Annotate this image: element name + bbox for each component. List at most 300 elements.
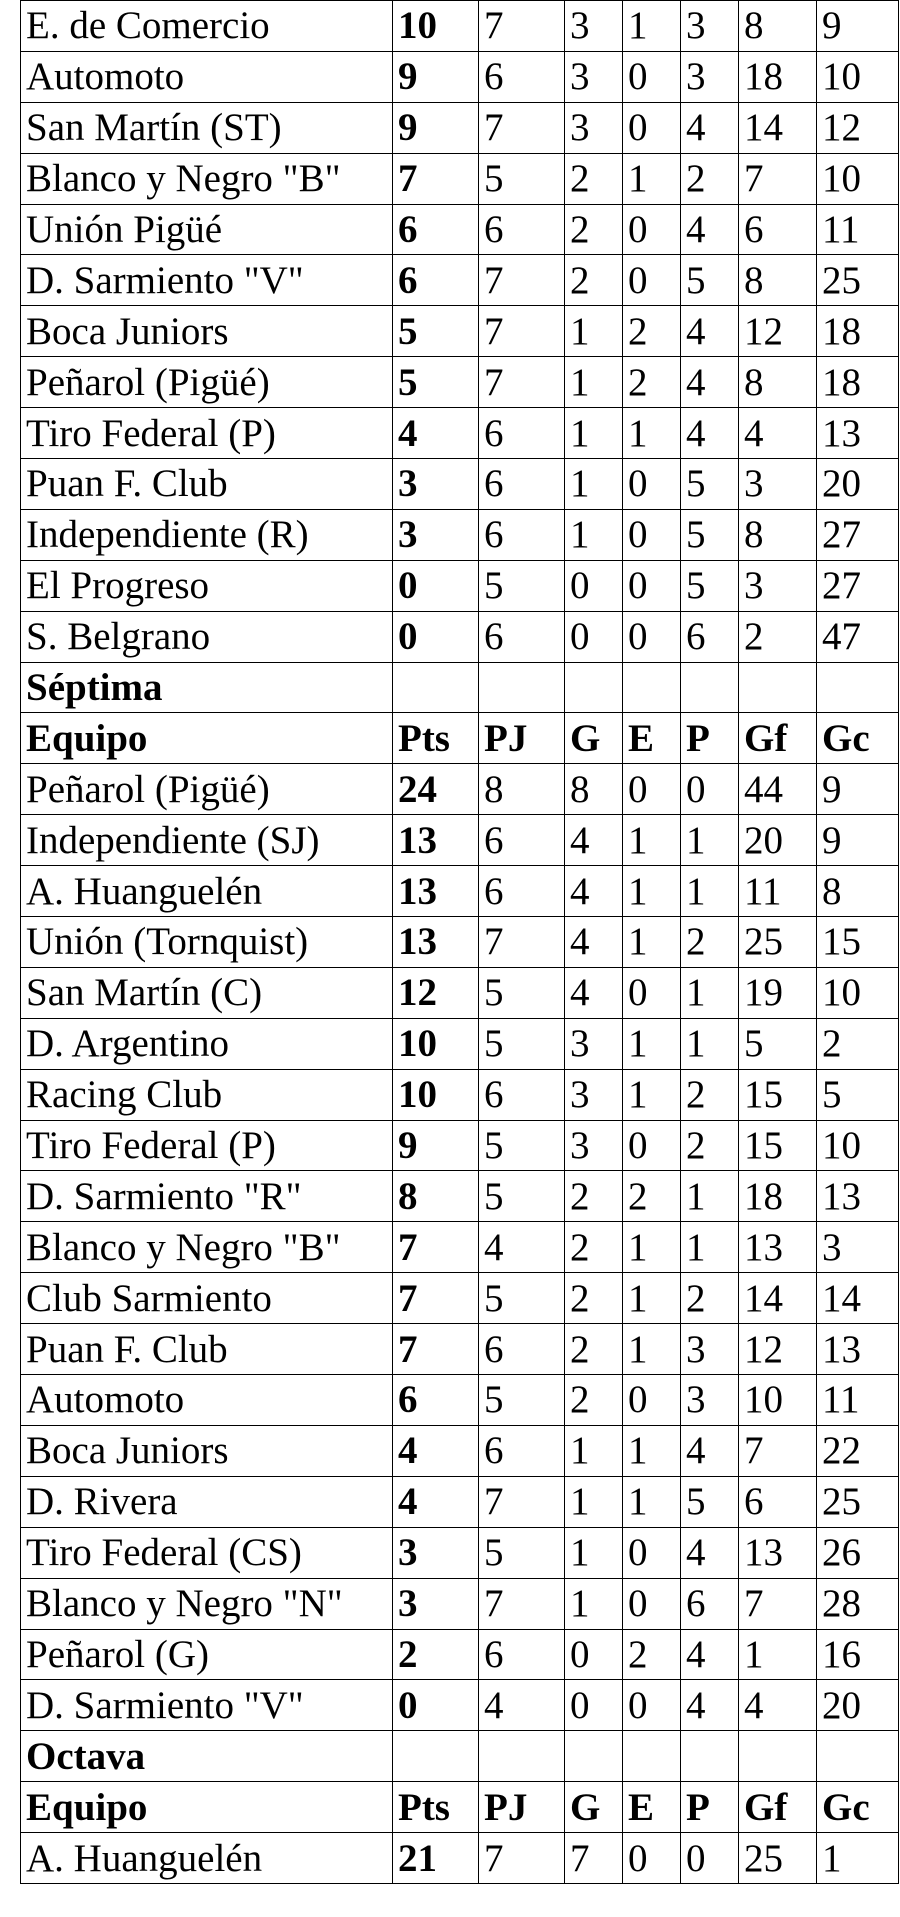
gf-cell: 14 <box>739 102 817 153</box>
e-cell: 0 <box>623 1680 681 1731</box>
e-cell: 0 <box>623 560 681 611</box>
team-cell: D. Sarmiento "R" <box>21 1171 393 1222</box>
column-header-gc: Gc <box>817 1782 899 1833</box>
p-cell: 4 <box>681 306 739 357</box>
g-cell: 3 <box>565 51 623 102</box>
gf-cell: 4 <box>739 408 817 459</box>
table-row <box>21 306 899 357</box>
pj-cell: 7 <box>479 255 565 306</box>
gf-cell: 8 <box>739 509 817 560</box>
e-cell: 2 <box>623 1629 681 1680</box>
gc-cell: 27 <box>817 560 899 611</box>
gf-cell: 13 <box>739 1527 817 1578</box>
table-row <box>21 1324 899 1375</box>
pts-cell: 10 <box>393 1018 479 1069</box>
gf-cell: 14 <box>739 1273 817 1324</box>
table-row <box>21 408 899 459</box>
team-cell: Boca Juniors <box>21 1425 393 1476</box>
gc-cell: 26 <box>817 1527 899 1578</box>
e-cell: 1 <box>623 1476 681 1527</box>
pts-cell: 7 <box>393 1273 479 1324</box>
g-cell: 7 <box>565 1833 623 1884</box>
e-cell: 0 <box>623 1578 681 1629</box>
column-header-pts: Pts <box>393 713 479 764</box>
pts-cell: 3 <box>393 509 479 560</box>
gf-cell: 8 <box>739 1 817 52</box>
e-cell: 0 <box>623 102 681 153</box>
gc-cell: 10 <box>817 967 899 1018</box>
p-cell: 0 <box>681 1833 739 1884</box>
team-cell: Peñarol (Pigüé) <box>21 764 393 815</box>
pj-cell: 6 <box>479 815 565 866</box>
team-cell: Boca Juniors <box>21 306 393 357</box>
p-cell: 1 <box>681 815 739 866</box>
pts-cell: 4 <box>393 1476 479 1527</box>
pj-cell: 6 <box>479 459 565 510</box>
g-cell: 3 <box>565 1120 623 1171</box>
table-row <box>21 967 899 1018</box>
gc-cell: 25 <box>817 255 899 306</box>
g-cell: 1 <box>565 1476 623 1527</box>
gf-cell: 8 <box>739 357 817 408</box>
gf-cell: 6 <box>739 1476 817 1527</box>
pts-cell: 13 <box>393 866 479 917</box>
column-header-g: G <box>565 713 623 764</box>
pts-cell: 8 <box>393 1171 479 1222</box>
team-cell: D. Argentino <box>21 1018 393 1069</box>
gc-cell: 15 <box>817 917 899 968</box>
team-cell: El Progreso <box>21 560 393 611</box>
table-row <box>21 1476 899 1527</box>
e-cell: 0 <box>623 204 681 255</box>
table-row <box>21 1833 899 1884</box>
table-row <box>21 815 899 866</box>
gc-cell: 9 <box>817 764 899 815</box>
gf-cell: 20 <box>739 815 817 866</box>
table-row <box>21 560 899 611</box>
table-row <box>21 51 899 102</box>
team-cell: S. Belgrano <box>21 611 393 662</box>
team-cell: San Martín (C) <box>21 967 393 1018</box>
pj-cell: 5 <box>479 967 565 1018</box>
p-cell: 4 <box>681 1629 739 1680</box>
team-cell: Blanco y Negro "B" <box>21 153 393 204</box>
g-cell: 0 <box>565 1629 623 1680</box>
p-cell: 3 <box>681 51 739 102</box>
pj-cell: 5 <box>479 1018 565 1069</box>
p-cell: 1 <box>681 1018 739 1069</box>
e-cell: 1 <box>623 408 681 459</box>
table-row <box>21 1375 899 1426</box>
pj-cell: 6 <box>479 408 565 459</box>
p-cell: 3 <box>681 1 739 52</box>
pts-cell: 0 <box>393 1680 479 1731</box>
team-cell: Club Sarmiento <box>21 1273 393 1324</box>
gf-cell: 12 <box>739 1324 817 1375</box>
table-row <box>21 459 899 510</box>
pts-cell: 13 <box>393 815 479 866</box>
pts-cell: 3 <box>393 1578 479 1629</box>
gc-cell: 47 <box>817 611 899 662</box>
pj-cell: 6 <box>479 866 565 917</box>
gf-cell: 2 <box>739 611 817 662</box>
pts-cell: 6 <box>393 204 479 255</box>
pj-cell: 7 <box>479 357 565 408</box>
gc-cell: 16 <box>817 1629 899 1680</box>
e-cell: 1 <box>623 1273 681 1324</box>
empty-cell <box>739 1731 817 1782</box>
e-cell: 0 <box>623 1375 681 1426</box>
g-cell: 0 <box>565 611 623 662</box>
table-row <box>21 255 899 306</box>
g-cell: 0 <box>565 1680 623 1731</box>
empty-cell <box>393 662 479 713</box>
pts-cell: 3 <box>393 1527 479 1578</box>
e-cell: 2 <box>623 306 681 357</box>
pts-cell: 9 <box>393 1120 479 1171</box>
gc-cell: 20 <box>817 1680 899 1731</box>
pj-cell: 8 <box>479 764 565 815</box>
e-cell: 0 <box>623 967 681 1018</box>
pts-cell: 9 <box>393 102 479 153</box>
p-cell: 2 <box>681 1120 739 1171</box>
gc-cell: 10 <box>817 51 899 102</box>
pts-cell: 4 <box>393 408 479 459</box>
column-header-e: E <box>623 1782 681 1833</box>
empty-cell <box>817 662 899 713</box>
p-cell: 2 <box>681 1069 739 1120</box>
gc-cell: 13 <box>817 1171 899 1222</box>
table-row <box>21 1 899 52</box>
pts-cell: 10 <box>393 1 479 52</box>
gf-cell: 13 <box>739 1222 817 1273</box>
team-cell: D. Sarmiento "V" <box>21 1680 393 1731</box>
pj-cell: 7 <box>479 1476 565 1527</box>
team-cell: A. Huanguelén <box>21 866 393 917</box>
gc-cell: 1 <box>817 1833 899 1884</box>
e-cell: 0 <box>623 764 681 815</box>
gc-cell: 13 <box>817 1324 899 1375</box>
p-cell: 2 <box>681 917 739 968</box>
p-cell: 1 <box>681 967 739 1018</box>
p-cell: 6 <box>681 611 739 662</box>
gc-cell: 11 <box>817 1375 899 1426</box>
pts-cell: 2 <box>393 1629 479 1680</box>
pts-cell: 7 <box>393 1222 479 1273</box>
e-cell: 1 <box>623 1 681 52</box>
p-cell: 5 <box>681 1476 739 1527</box>
e-cell: 1 <box>623 1324 681 1375</box>
g-cell: 2 <box>565 204 623 255</box>
p-cell: 4 <box>681 1680 739 1731</box>
g-cell: 1 <box>565 1425 623 1476</box>
standings-table <box>20 0 899 1884</box>
team-cell: Independiente (SJ) <box>21 815 393 866</box>
table-row <box>21 611 899 662</box>
p-cell: 4 <box>681 357 739 408</box>
team-cell: E. de Comercio <box>21 1 393 52</box>
g-cell: 1 <box>565 1527 623 1578</box>
table-row <box>21 1222 899 1273</box>
empty-cell <box>479 662 565 713</box>
team-cell: Tiro Federal (CS) <box>21 1527 393 1578</box>
p-cell: 6 <box>681 1578 739 1629</box>
gf-cell: 25 <box>739 1833 817 1884</box>
gc-cell: 8 <box>817 866 899 917</box>
pts-cell: 6 <box>393 1375 479 1426</box>
g-cell: 2 <box>565 1171 623 1222</box>
e-cell: 1 <box>623 1069 681 1120</box>
pj-cell: 6 <box>479 1425 565 1476</box>
g-cell: 4 <box>565 866 623 917</box>
gf-cell: 1 <box>739 1629 817 1680</box>
section-title-row <box>21 1731 899 1782</box>
pts-cell: 9 <box>393 51 479 102</box>
pj-cell: 6 <box>479 204 565 255</box>
p-cell: 4 <box>681 408 739 459</box>
team-cell: Independiente (R) <box>21 509 393 560</box>
p-cell: 1 <box>681 1222 739 1273</box>
column-header-g: G <box>565 1782 623 1833</box>
team-cell: A. Huanguelén <box>21 1833 393 1884</box>
g-cell: 1 <box>565 509 623 560</box>
e-cell: 0 <box>623 51 681 102</box>
gf-cell: 7 <box>739 1425 817 1476</box>
team-cell: San Martín (ST) <box>21 102 393 153</box>
column-header-p: P <box>681 713 739 764</box>
e-cell: 0 <box>623 1120 681 1171</box>
pts-cell: 21 <box>393 1833 479 1884</box>
column-header-row <box>21 1782 899 1833</box>
pj-cell: 7 <box>479 1833 565 1884</box>
column-header-gf: Gf <box>739 713 817 764</box>
pts-cell: 10 <box>393 1069 479 1120</box>
gf-cell: 7 <box>739 153 817 204</box>
pj-cell: 5 <box>479 1120 565 1171</box>
gc-cell: 14 <box>817 1273 899 1324</box>
pj-cell: 6 <box>479 611 565 662</box>
pts-cell: 13 <box>393 917 479 968</box>
gc-cell: 27 <box>817 509 899 560</box>
gf-cell: 3 <box>739 459 817 510</box>
pts-cell: 3 <box>393 459 479 510</box>
g-cell: 2 <box>565 1273 623 1324</box>
team-cell: Unión Pigüé <box>21 204 393 255</box>
table-row <box>21 1425 899 1476</box>
table-row <box>21 764 899 815</box>
pts-cell: 12 <box>393 967 479 1018</box>
gc-cell: 12 <box>817 102 899 153</box>
empty-cell <box>739 662 817 713</box>
table-row <box>21 1069 899 1120</box>
pts-cell: 6 <box>393 255 479 306</box>
gc-cell: 10 <box>817 1120 899 1171</box>
gf-cell: 18 <box>739 51 817 102</box>
team-cell: Unión (Tornquist) <box>21 917 393 968</box>
pj-cell: 7 <box>479 917 565 968</box>
gf-cell: 5 <box>739 1018 817 1069</box>
p-cell: 5 <box>681 509 739 560</box>
g-cell: 1 <box>565 1578 623 1629</box>
g-cell: 2 <box>565 153 623 204</box>
p-cell: 3 <box>681 1375 739 1426</box>
e-cell: 0 <box>623 1833 681 1884</box>
gc-cell: 10 <box>817 153 899 204</box>
g-cell: 1 <box>565 459 623 510</box>
table-row <box>21 357 899 408</box>
section-title-row <box>21 662 899 713</box>
gc-cell: 2 <box>817 1018 899 1069</box>
column-header-p: P <box>681 1782 739 1833</box>
e-cell: 0 <box>623 459 681 510</box>
empty-cell <box>681 1731 739 1782</box>
column-header-e: E <box>623 713 681 764</box>
g-cell: 2 <box>565 1324 623 1375</box>
gc-cell: 13 <box>817 408 899 459</box>
e-cell: 2 <box>623 1171 681 1222</box>
gf-cell: 44 <box>739 764 817 815</box>
gf-cell: 11 <box>739 866 817 917</box>
column-header-row <box>21 713 899 764</box>
g-cell: 2 <box>565 1375 623 1426</box>
team-cell: Automoto <box>21 1375 393 1426</box>
gc-cell: 9 <box>817 1 899 52</box>
pts-cell: 0 <box>393 611 479 662</box>
g-cell: 1 <box>565 408 623 459</box>
table-row <box>21 917 899 968</box>
pj-cell: 4 <box>479 1222 565 1273</box>
gc-cell: 18 <box>817 306 899 357</box>
p-cell: 0 <box>681 764 739 815</box>
team-cell: Peñarol (Pigüé) <box>21 357 393 408</box>
gf-cell: 8 <box>739 255 817 306</box>
pj-cell: 6 <box>479 509 565 560</box>
gc-cell: 11 <box>817 204 899 255</box>
g-cell: 1 <box>565 357 623 408</box>
team-cell: Puan F. Club <box>21 459 393 510</box>
gc-cell: 20 <box>817 459 899 510</box>
gf-cell: 19 <box>739 967 817 1018</box>
p-cell: 4 <box>681 102 739 153</box>
p-cell: 3 <box>681 1324 739 1375</box>
table-row <box>21 1171 899 1222</box>
g-cell: 4 <box>565 815 623 866</box>
e-cell: 0 <box>623 255 681 306</box>
p-cell: 1 <box>681 866 739 917</box>
e-cell: 1 <box>623 815 681 866</box>
table-row <box>21 1527 899 1578</box>
pj-cell: 6 <box>479 51 565 102</box>
gf-cell: 18 <box>739 1171 817 1222</box>
empty-cell <box>565 662 623 713</box>
empty-cell <box>681 662 739 713</box>
gc-cell: 28 <box>817 1578 899 1629</box>
gf-cell: 15 <box>739 1120 817 1171</box>
g-cell: 2 <box>565 255 623 306</box>
pts-cell: 7 <box>393 153 479 204</box>
e-cell: 1 <box>623 866 681 917</box>
pj-cell: 4 <box>479 1680 565 1731</box>
g-cell: 8 <box>565 764 623 815</box>
p-cell: 2 <box>681 153 739 204</box>
gf-cell: 4 <box>739 1680 817 1731</box>
table-row <box>21 1680 899 1731</box>
table-row <box>21 1629 899 1680</box>
e-cell: 0 <box>623 1527 681 1578</box>
column-header-pj: PJ <box>479 713 565 764</box>
team-cell: D. Rivera <box>21 1476 393 1527</box>
gc-cell: 5 <box>817 1069 899 1120</box>
empty-cell <box>393 1731 479 1782</box>
team-cell: Racing Club <box>21 1069 393 1120</box>
gc-cell: 3 <box>817 1222 899 1273</box>
gf-cell: 12 <box>739 306 817 357</box>
pj-cell: 5 <box>479 1375 565 1426</box>
team-cell: Blanco y Negro "B" <box>21 1222 393 1273</box>
table-row <box>21 1018 899 1069</box>
empty-cell <box>479 1731 565 1782</box>
e-cell: 1 <box>623 1018 681 1069</box>
gf-cell: 7 <box>739 1578 817 1629</box>
column-header-pj: PJ <box>479 1782 565 1833</box>
gf-cell: 15 <box>739 1069 817 1120</box>
pts-cell: 0 <box>393 560 479 611</box>
pts-cell: 5 <box>393 306 479 357</box>
column-header-gf: Gf <box>739 1782 817 1833</box>
g-cell: 2 <box>565 1222 623 1273</box>
pj-cell: 7 <box>479 1 565 52</box>
pj-cell: 6 <box>479 1069 565 1120</box>
g-cell: 4 <box>565 917 623 968</box>
p-cell: 2 <box>681 1273 739 1324</box>
pts-cell: 4 <box>393 1425 479 1476</box>
e-cell: 2 <box>623 357 681 408</box>
g-cell: 3 <box>565 1018 623 1069</box>
team-cell: Tiro Federal (P) <box>21 1120 393 1171</box>
g-cell: 3 <box>565 1 623 52</box>
pj-cell: 5 <box>479 560 565 611</box>
gc-cell: 25 <box>817 1476 899 1527</box>
team-cell: Tiro Federal (P) <box>21 408 393 459</box>
pj-cell: 7 <box>479 1578 565 1629</box>
pj-cell: 6 <box>479 1324 565 1375</box>
g-cell: 3 <box>565 1069 623 1120</box>
gc-cell: 9 <box>817 815 899 866</box>
table-row <box>21 866 899 917</box>
gc-cell: 18 <box>817 357 899 408</box>
e-cell: 1 <box>623 153 681 204</box>
column-header-team: Equipo <box>21 1782 393 1833</box>
table-row <box>21 102 899 153</box>
pj-cell: 5 <box>479 1273 565 1324</box>
team-cell: D. Sarmiento "V" <box>21 255 393 306</box>
pts-cell: 7 <box>393 1324 479 1375</box>
pj-cell: 7 <box>479 102 565 153</box>
section-title: Séptima <box>21 662 393 713</box>
pj-cell: 6 <box>479 1629 565 1680</box>
pj-cell: 7 <box>479 306 565 357</box>
e-cell: 1 <box>623 1222 681 1273</box>
table-row <box>21 1120 899 1171</box>
table-row <box>21 1273 899 1324</box>
p-cell: 1 <box>681 1171 739 1222</box>
p-cell: 4 <box>681 204 739 255</box>
section-title: Octava <box>21 1731 393 1782</box>
p-cell: 5 <box>681 459 739 510</box>
g-cell: 0 <box>565 560 623 611</box>
pts-cell: 5 <box>393 357 479 408</box>
pj-cell: 5 <box>479 1527 565 1578</box>
